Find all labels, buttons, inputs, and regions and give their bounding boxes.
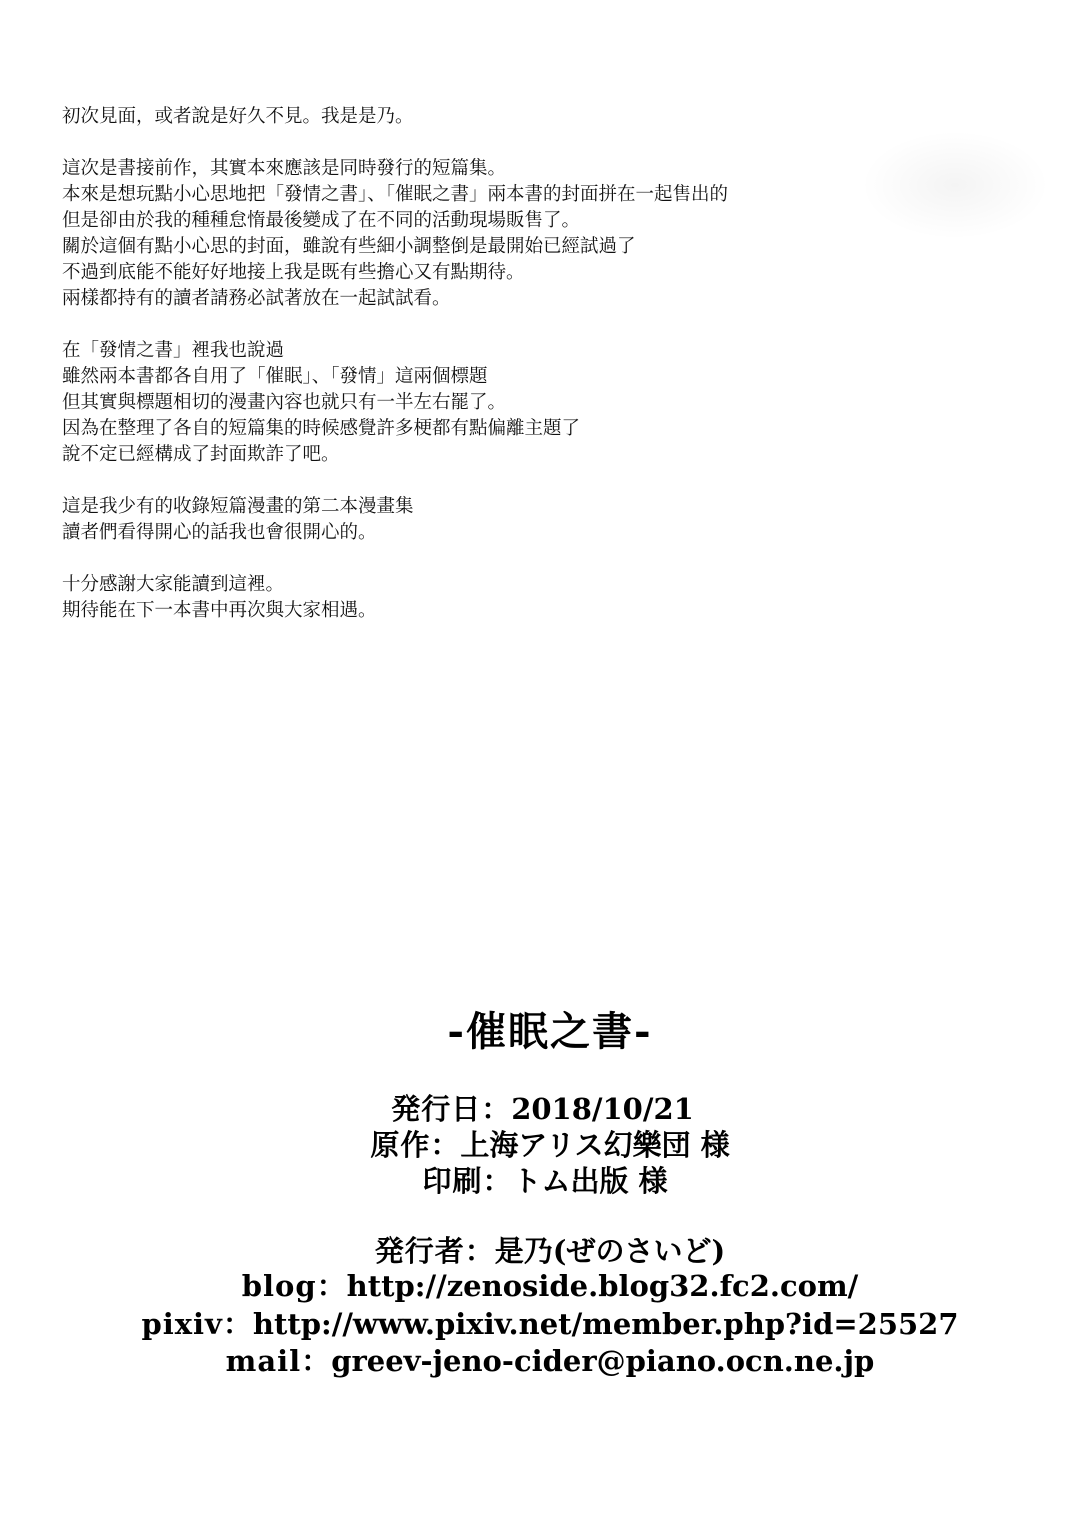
afterword-line: 這次是書接前作，其實本來應該是同時發行的短篇集。: [62, 158, 507, 179]
printer-row: [0, 1163, 1080, 1199]
afterword-line: 因為在整理了各自的短篇集的時候感覺許多梗都有點偏離主題了: [62, 418, 581, 439]
blog-label: blog：: [241, 1269, 347, 1303]
afterword-line: 說不定已經構成了封面欺詐了吧。: [62, 444, 340, 465]
original-work-label: 原作：: [370, 1128, 461, 1162]
afterword-line: 讀者們看得開心的話我也會很開心的。: [62, 522, 377, 543]
afterword-line: 十分感謝大家能讀到這裡。: [62, 574, 285, 595]
afterword-line: 但其實與標題相切的漫畫內容也就只有一半左右罷了。: [62, 392, 507, 413]
mail-label: mail：: [225, 1344, 332, 1378]
blog-url: http://zenoside.blog32.fc2.com/: [346, 1269, 859, 1303]
mail-row: [0, 1343, 1080, 1379]
printer-label: 印刷：: [422, 1164, 513, 1198]
blog-row: [0, 1268, 1080, 1304]
afterword-line: 初次見面，或者說是好久不見。我是是乃。: [62, 106, 414, 127]
pixiv-row: [0, 1306, 1080, 1342]
afterword-paragraph: [62, 104, 1042, 130]
pixiv-url: http://www.pixiv.net/member.php?id=25527: [252, 1307, 959, 1341]
book-title: -催眠之書-: [447, 1008, 653, 1055]
release-date-row: [0, 1091, 1080, 1127]
afterword-line: 雖然兩本書都各自用了「催眠」、「發情」這兩個標題: [62, 366, 488, 387]
mail-address: greev-jeno-cider@piano.ocn.ne.jp: [331, 1344, 875, 1378]
publisher: 是乃(ぜのさいど): [494, 1234, 726, 1268]
release-date-label: 発行日：: [391, 1092, 512, 1126]
release-date: 2018/10/21: [511, 1092, 694, 1126]
original-work: 上海アリス幻樂団 様: [460, 1128, 730, 1162]
afterword: [62, 104, 1042, 650]
afterword-line: 不過到底能不能好好地接上我是既有些擔心又有點期待。: [62, 262, 525, 283]
publisher-row: [0, 1233, 1080, 1269]
printer: トム出版 様: [512, 1164, 668, 1198]
afterword-line: 但是卻由於我的種種怠惰最後變成了在不同的活動現場販售了。: [62, 210, 581, 231]
afterword-paragraph: [62, 338, 1042, 468]
afterword-line: 在「發情之書」裡我也說過: [62, 340, 285, 361]
afterword-paragraph: [62, 494, 1042, 546]
pixiv-label: pixiv：: [141, 1307, 253, 1341]
afterword-paragraph: [62, 156, 1042, 312]
afterword-line: 兩樣都持有的讀者請務必試著放在一起試試看。: [62, 288, 451, 309]
original-work-row: [0, 1127, 1080, 1163]
afterword-line: 這是我少有的收錄短篇漫畫的第二本漫畫集: [62, 496, 414, 517]
afterword-line: 本來是想玩點小心思地把「發情之書」、「催眠之書」兩本書的封面拼在一起售出的: [62, 184, 729, 205]
afterword-line: 期待能在下一本書中再次與大家相遇。: [62, 600, 377, 621]
publisher-label: 発行者：: [374, 1234, 495, 1268]
afterword-paragraph: [62, 572, 1042, 624]
afterword-line: 關於這個有點小心思的封面，雖說有些細小調整倒是最開始已經試過了: [62, 236, 636, 257]
